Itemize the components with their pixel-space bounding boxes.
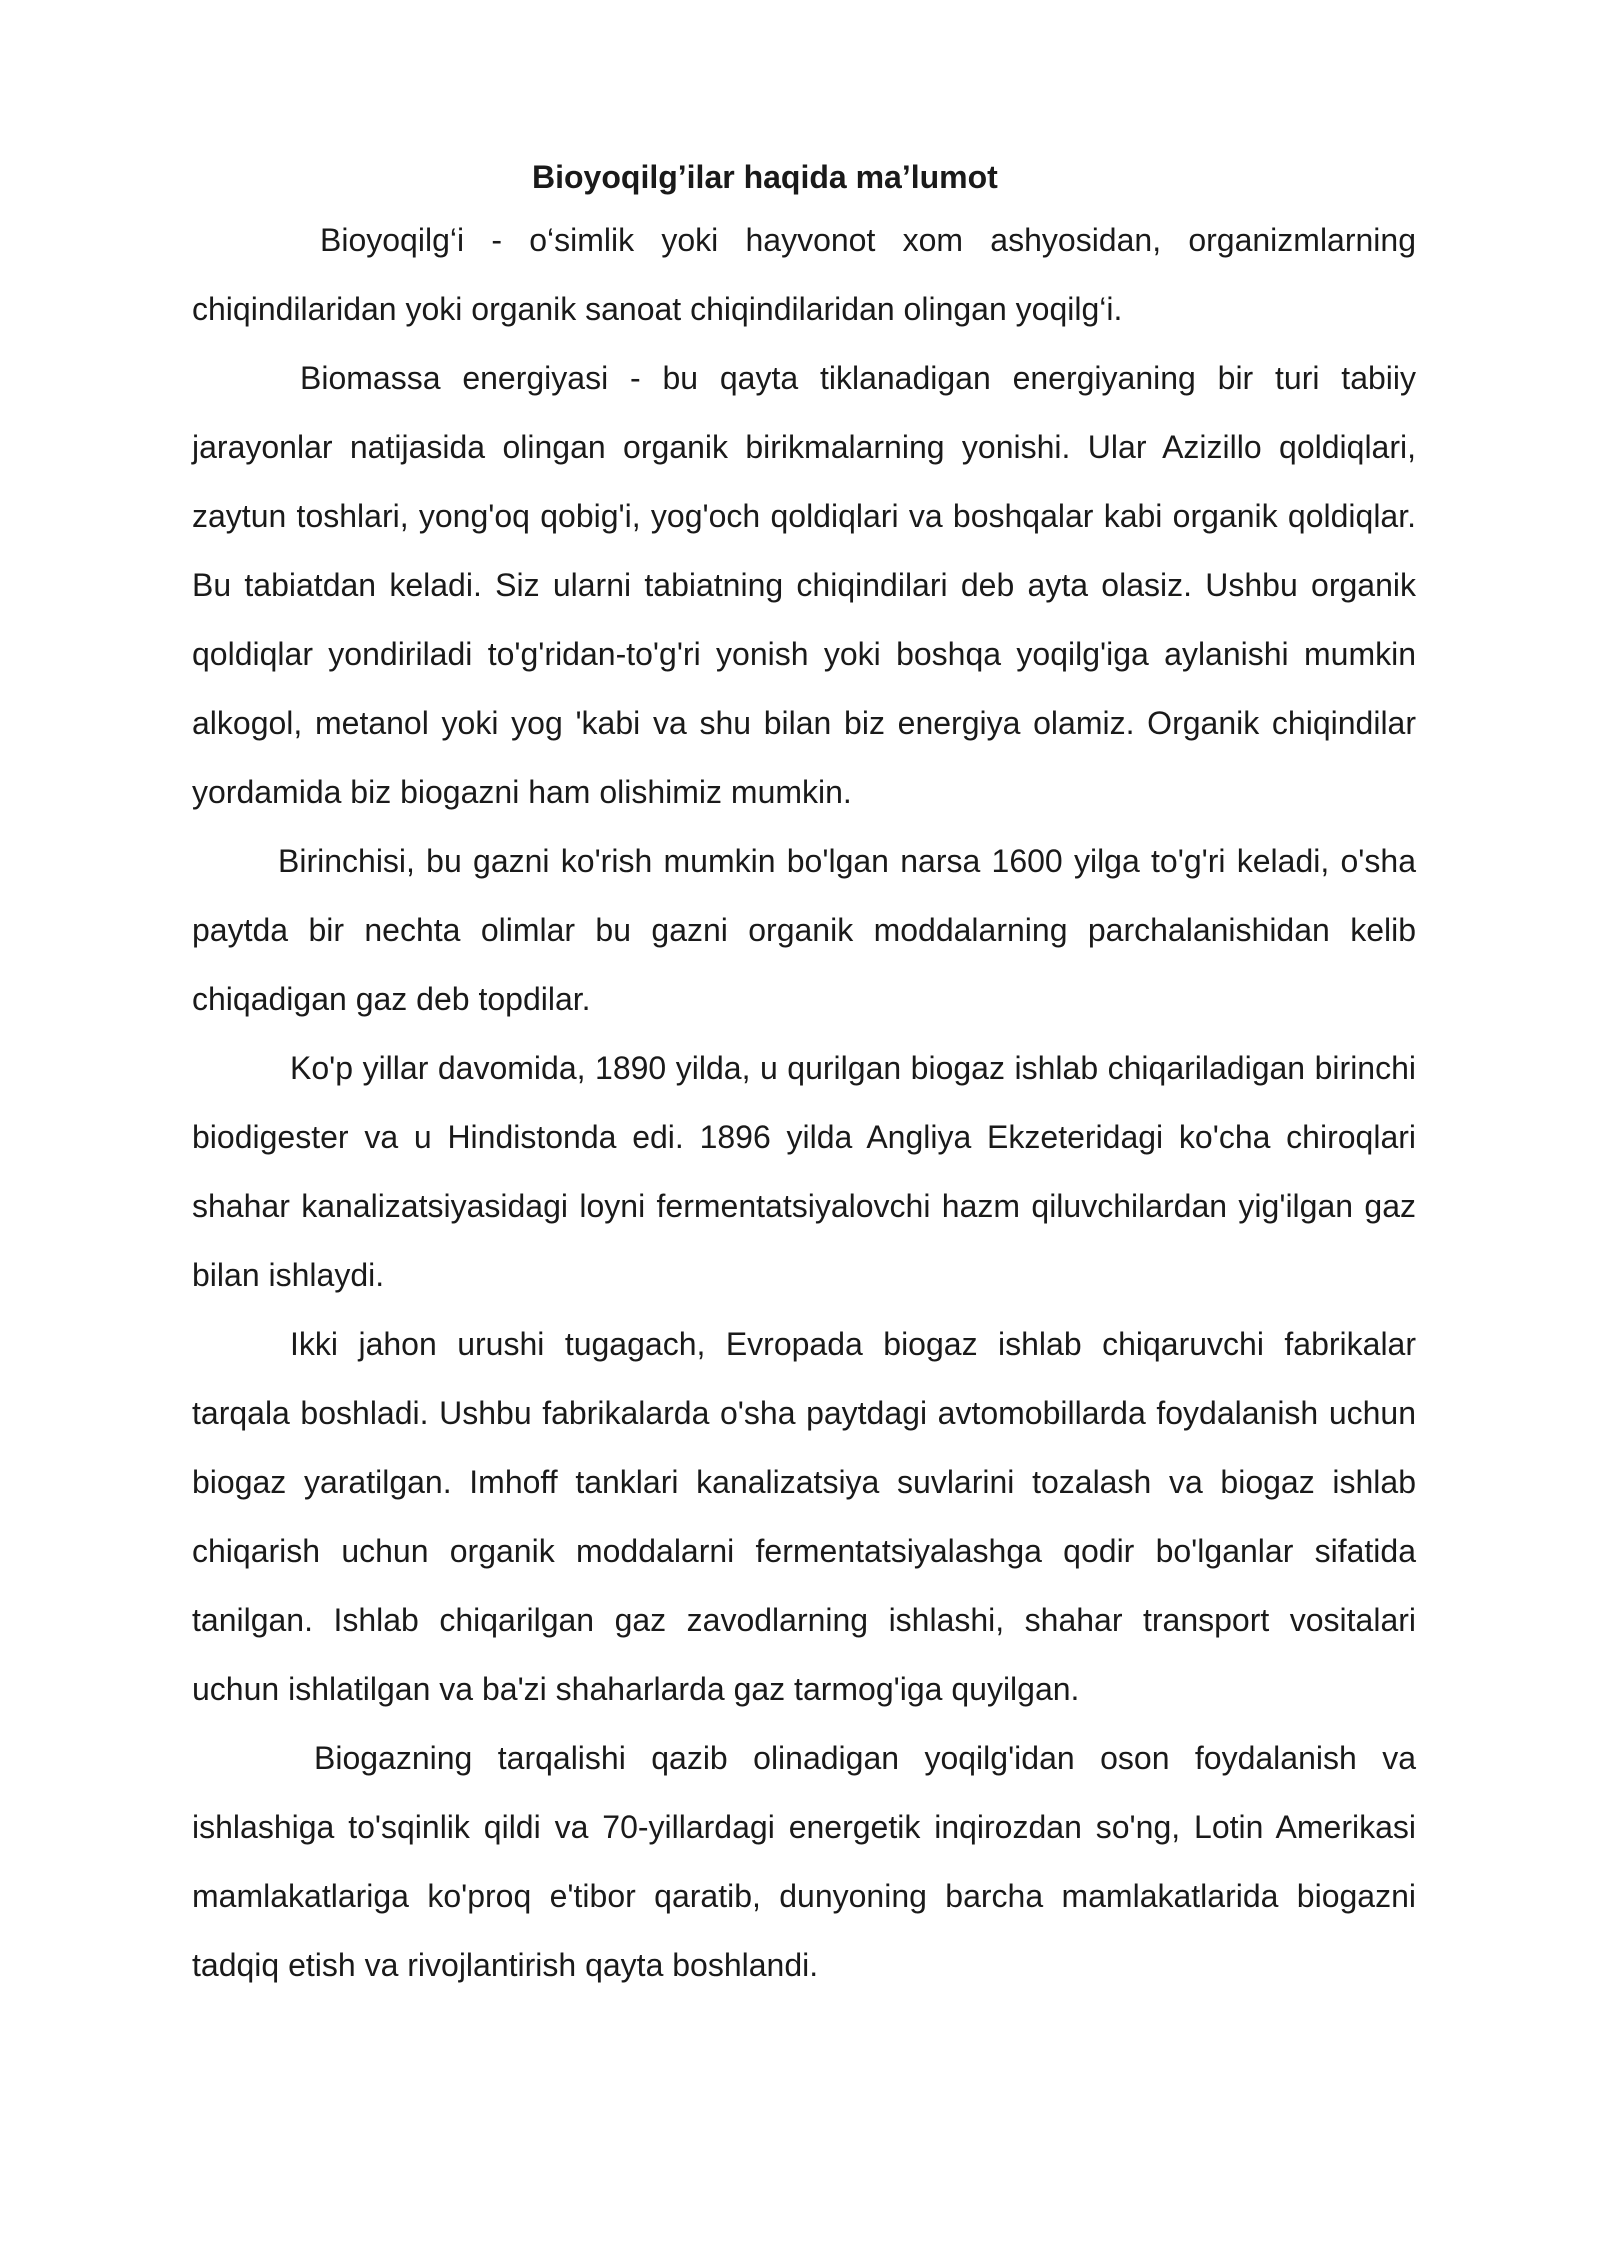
document-title: Bioyoqilg’ilar haqida ma’lumot	[532, 159, 998, 195]
paragraph-bioyoqilgi-definition: Bioyoqilg‘i - o‘simlik yoki hayvonot xom ashyosidan, organizmlarning chiqindilaridan yoki organik sanoat chiqindilaridan olingan yoqilg‘i.	[192, 222, 1416, 327]
paragraph-biomass-energy: Biomassa energiyasi - bu qayta tiklanadigan energiyaning bir turi tabiiy jarayonlar natijasida olingan organik birikmalarning yonishi. Ular Azizillo qoldiqlari, zaytun toshlari, yong'oq qobig'i, yog'och qoldiqlari va boshqalar kabi organik qoldiqlar. Bu tabiatdan keladi. Siz ularni tabiatning chiqindilari deb ayta olasiz. Ushbu organik qoldiqlar yondiriladi to'g'ridan-to'g'ri yonish yoki boshqa yoqilg'iga aylanishi mumkin alkogol, metanol yoki yog 'kabi va shu bilan biz energiya olamiz. Organik chiqindilar yordamida biz biogazni ham olishimiz mumkin.	[192, 360, 1416, 810]
paragraph-history-1600: Birinchisi, bu gazni ko'rish mumkin bo'lgan narsa 1600 yilga to'g'ri keladi, o'sha paytda bir nechta olimlar bu gazni organik moddalarning parchalanishidan kelib chiqadigan gaz deb topdilar.	[192, 843, 1416, 1017]
document-body	[192, 148, 1416, 2000]
paragraph-history-1890: Ko'p yillar davomida, 1890 yilda, u qurilgan biogaz ishlab chiqariladigan birinchi biodigester va u Hindistonda edi. 1896 yilda Angliya Ekzeteridagi ko'cha chiroqlari shahar kanalizatsiyasidagi loyni fermentatsiyalovchi hazm qiluvchilardan yig'ilgan gaz bilan ishlaydi.	[192, 1050, 1416, 1293]
paragraph-europe-factories: Ikki jahon urushi tugagach, Evropada biogaz ishlab chiqaruvchi fabrikalar tarqala boshladi. Ushbu fabrikalarda o'sha paytdagi avtomobillarda foydalanish uchun biogaz yaratilgan. Imhoff tanklari kanalizatsiya suvlarini tozalash va biogaz ishlab chiqarish uchun organik moddalarni fermentatsiyalashga qodir bo'lganlar sifatida tanilgan. Ishlab chiqarilgan gaz zavodlarning ishlashi, shahar transport vositalari uchun ishlatilgan va ba'zi shaharlarda gaz tarmog'iga quyilgan.	[192, 1326, 1416, 1707]
paragraph-biogas-spread: Biogazning tarqalishi qazib olinadigan yoqilg'idan oson foydalanish va ishlashiga to'sqinlik qildi va 70-yillardagi energetik inqirozdan so'ng, Lotin Amerikasi mamlakatlariga ko'proq e'tibor qaratib, dunyoning barcha mamlakatlarida biogazni tadqiq etish va rivojlantirish qayta boshlandi.	[192, 1740, 1416, 1983]
